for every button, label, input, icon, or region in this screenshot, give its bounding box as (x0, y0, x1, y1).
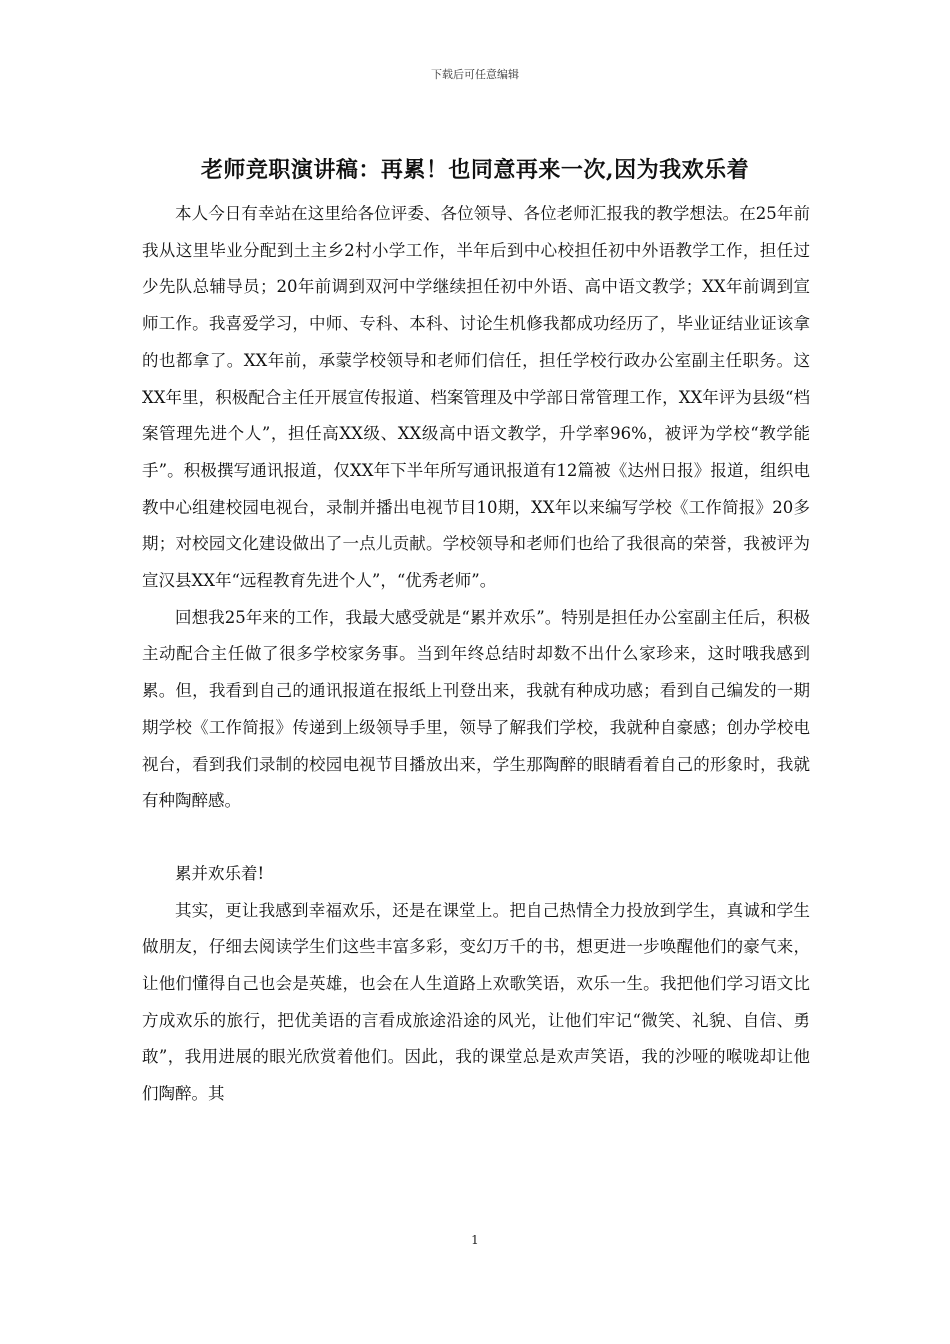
paragraph-classroom: 其实，更让我感到幸福欢乐，还是在课堂上。把自己热情全力投放到学生，真诚和学生做朋友，仔细去阅读学生们这些丰富多彩，变幻万千的书，想更进一步唤醒他们的豪气来，让他们懂得自己也会是英雄，也会在人生道路上欢歌笑语，欢乐一生。我把他们学习语文比方成欢乐的旅行，把优美语的言看成旅途沿途的风光，让他们牢记“微笑、礼貌、自信、勇敢”，我用进展的眼光欣赏着他们。因此，我的课堂总是欢声笑语，我的沙哑的喉咙却让他们陶醉。其 (142, 900, 810, 1104)
header-note: 下载后可任意编辑 (431, 68, 519, 81)
page-number: 1 (471, 1233, 479, 1247)
document-body (142, 196, 810, 1113)
paragraph-slogan: 累并欢乐着! (175, 863, 265, 883)
paragraph-reflection: 回想我25年来的工作，我最大感受就是“累并欢乐”。特别是担任办公室副主任后，积极主动配合主任做了很多学校家务事。当到年终总结时却数不出什么家珍来，这时哦我感到累。但，我看到自己的通讯报道在报纸上刊登出来，我就有种成功感；看到自己编发的一期期学校《工作简报》传递到上级领导手里，领导了解我们学校，我就种自豪感；创办学校电视台，看到我们录制的校园电视节目播放出来，学生那陶醉的眼睛看着自己的形象时，我就有种陶醉感。 (142, 607, 810, 811)
document-title: 老师竞职演讲稿：再累！也同意再来一次,因为我欢乐着 (200, 157, 750, 183)
paragraph-intro: 本人今日有幸站在这里给各位评委、各位领导、各位老师汇报我的教学想法。在25年前我从这里毕业分配到土主乡2村小学工作，半年后到中心校担任初中外语教学工作，担任过少先队总辅导员；20年前调到双河中学继续担任初中外语、高中语文教学；XX年前调到宣师工作。我喜爱学习，中师、专科、本科、讨论生机修我都成功经历了，毕业证结业证该拿的也都拿了。XX年前，承蒙学校领导和老师们信任，担任学校行政办公室副主任职务。这XX年里，积极配合主任开展宣传报道、档案管理及中学部日常管理工作，XX年评为县级“档案管理先进个人”，担任高XX级、XX级高中语文教学，升学率96%，被评为学校“教学能手”。积极撰写通讯报道，仅XX年下半年所写通讯报道有12篇被《达州日报》报道，组织电教中心组建校园电视台，录制并播出电视节目10期，XX年以来编写学校《工作简报》20多期；对校园文化建设做出了一点儿贡献。学校领导和老师们也给了我很高的荣誉，我被评为宣汉县XX年“远程教育先进个人”，“优秀老师”。 (142, 204, 810, 591)
